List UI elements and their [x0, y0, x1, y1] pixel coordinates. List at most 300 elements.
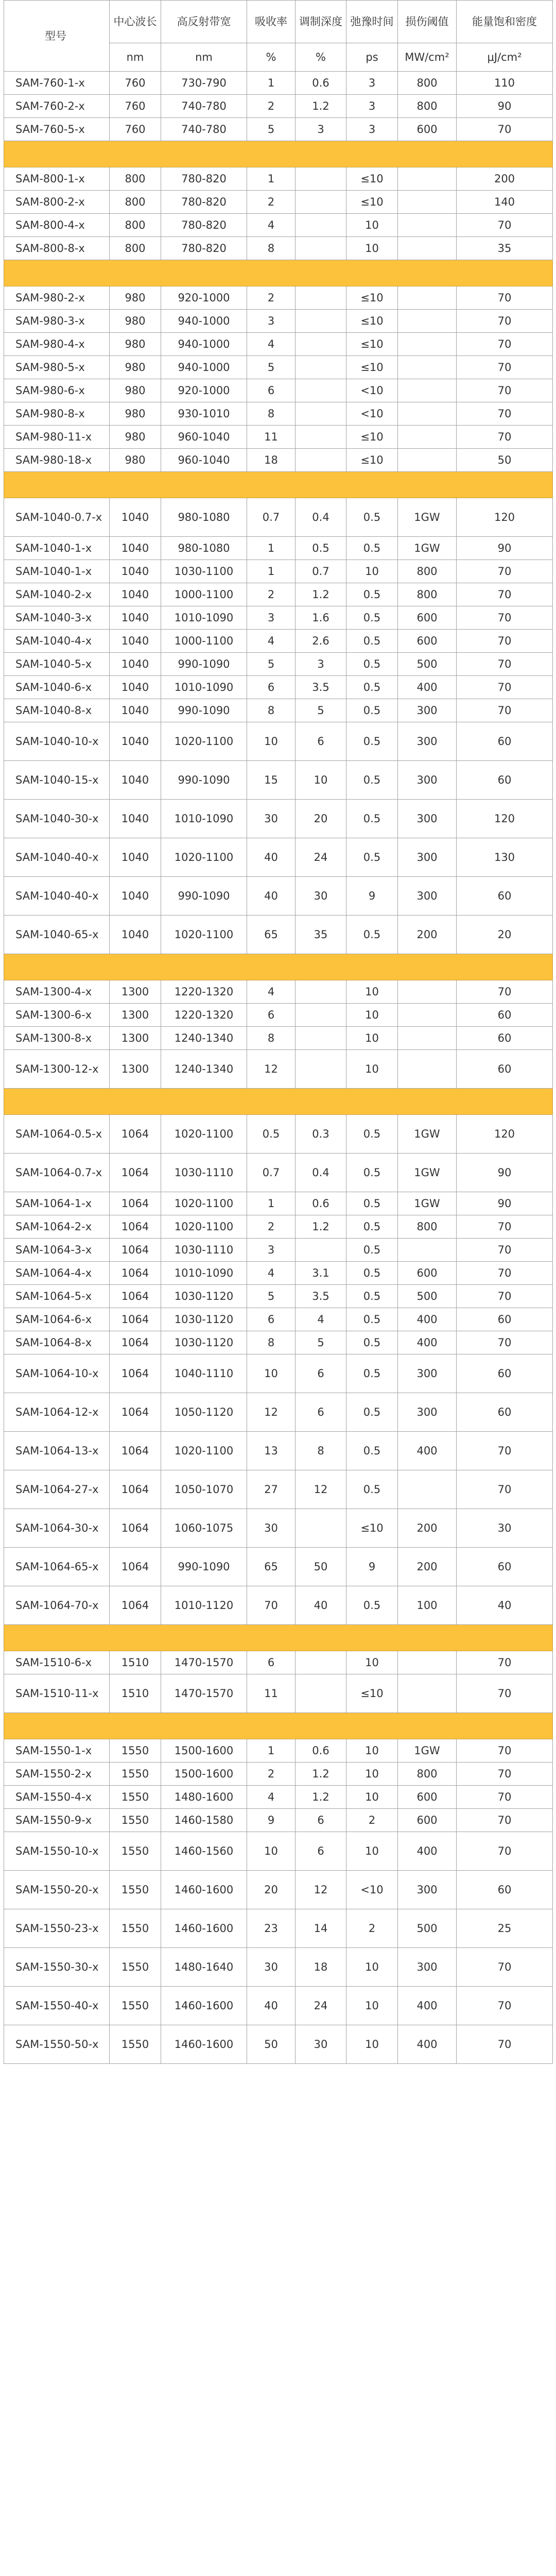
cell-reflection-bandwidth: 990-1090 — [161, 1548, 247, 1586]
table-row — [4, 1674, 553, 1713]
cell-reflection-bandwidth: 1470-1570 — [161, 1674, 247, 1713]
cell-saturation-fluence: 90 — [457, 1192, 553, 1215]
group-separator — [4, 141, 553, 167]
table-row — [4, 1948, 553, 1987]
cell-center-wavelength: 1550 — [110, 1987, 161, 2025]
cell-damage-threshold: 300 — [398, 761, 457, 800]
cell-damage-threshold: 100 — [398, 1586, 457, 1625]
table-row — [4, 653, 553, 676]
cell-absorption: 30 — [247, 800, 296, 838]
cell-saturation-fluence: 70 — [457, 1674, 553, 1713]
cell-damage-threshold: 800 — [398, 560, 457, 583]
cell-saturation-fluence: 70 — [457, 2025, 553, 2064]
cell-saturation-fluence: 120 — [457, 800, 553, 838]
cell-model: SAM-980-11-x — [4, 426, 110, 449]
cell-modulation-depth — [296, 310, 346, 333]
cell-reflection-bandwidth: 1010-1090 — [161, 676, 247, 699]
table-row — [4, 1285, 553, 1308]
group-separator — [4, 1713, 553, 1739]
cell-modulation-depth: 20 — [296, 800, 346, 838]
unit-damage-threshold: MW/cm² — [398, 43, 457, 72]
cell-absorption: 10 — [247, 1832, 296, 1871]
cell-center-wavelength: 980 — [110, 286, 161, 310]
cell-saturation-fluence: 90 — [457, 1154, 553, 1192]
cell-relaxation-time: 2 — [346, 1909, 398, 1948]
cell-center-wavelength: 1300 — [110, 980, 161, 1004]
cell-saturation-fluence: 70 — [457, 699, 553, 722]
cell-center-wavelength: 1064 — [110, 1586, 161, 1625]
cell-saturation-fluence: 70 — [457, 1432, 553, 1470]
header-damage-threshold: 损伤阈值 — [398, 1, 457, 43]
cell-modulation-depth: 3.1 — [296, 1262, 346, 1285]
cell-model: SAM-1300-6-x — [4, 1004, 110, 1027]
cell-relaxation-time: 0.5 — [346, 1115, 398, 1154]
cell-relaxation-time: 10 — [346, 980, 398, 1004]
cell-modulation-depth: 14 — [296, 1909, 346, 1948]
cell-saturation-fluence: 35 — [457, 237, 553, 260]
cell-saturation-fluence: 70 — [457, 1285, 553, 1308]
cell-relaxation-time: ≤10 — [346, 310, 398, 333]
cell-center-wavelength: 1550 — [110, 1871, 161, 1909]
cell-reflection-bandwidth: 1040-1110 — [161, 1354, 247, 1393]
cell-damage-threshold: 600 — [398, 118, 457, 141]
cell-model: SAM-1300-4-x — [4, 980, 110, 1004]
cell-absorption: 1 — [247, 72, 296, 95]
cell-reflection-bandwidth: 980-1080 — [161, 498, 247, 537]
cell-model: SAM-1064-12-x — [4, 1393, 110, 1432]
cell-absorption: 23 — [247, 1909, 296, 1948]
cell-center-wavelength: 1550 — [110, 1909, 161, 1948]
cell-center-wavelength: 980 — [110, 356, 161, 379]
cell-model: SAM-1550-30-x — [4, 1948, 110, 1987]
cell-absorption: 6 — [247, 379, 296, 402]
cell-reflection-bandwidth: 940-1000 — [161, 356, 247, 379]
cell-damage-threshold: 300 — [398, 699, 457, 722]
cell-modulation-depth: 0.5 — [296, 537, 346, 560]
cell-center-wavelength: 1040 — [110, 877, 161, 916]
table-row — [4, 95, 553, 118]
cell-saturation-fluence: 70 — [457, 1470, 553, 1509]
cell-center-wavelength: 1064 — [110, 1470, 161, 1509]
cell-reflection-bandwidth: 1030-1120 — [161, 1308, 247, 1331]
cell-reflection-bandwidth: 1500-1600 — [161, 1739, 247, 1762]
cell-relaxation-time: 10 — [346, 1004, 398, 1027]
cell-reflection-bandwidth: 990-1090 — [161, 699, 247, 722]
cell-saturation-fluence: 70 — [457, 1331, 553, 1354]
table-row — [4, 1786, 553, 1809]
cell-center-wavelength: 800 — [110, 167, 161, 191]
cell-absorption: 4 — [247, 630, 296, 653]
cell-reflection-bandwidth: 780-820 — [161, 237, 247, 260]
cell-center-wavelength: 1040 — [110, 560, 161, 583]
spec-table — [4, 0, 553, 2064]
table-row — [4, 1027, 553, 1050]
cell-reflection-bandwidth: 1470-1570 — [161, 1651, 247, 1674]
cell-damage-threshold: 500 — [398, 1285, 457, 1308]
cell-damage-threshold: 300 — [398, 722, 457, 761]
cell-saturation-fluence: 70 — [457, 356, 553, 379]
cell-absorption: 40 — [247, 877, 296, 916]
cell-reflection-bandwidth: 1240-1340 — [161, 1050, 247, 1089]
cell-reflection-bandwidth: 1460-1560 — [161, 1832, 247, 1871]
cell-model: SAM-980-4-x — [4, 333, 110, 356]
cell-reflection-bandwidth: 940-1000 — [161, 333, 247, 356]
table-row — [4, 214, 553, 237]
cell-model: SAM-1510-6-x — [4, 1651, 110, 1674]
cell-reflection-bandwidth: 1030-1110 — [161, 1154, 247, 1192]
cell-modulation-depth: 30 — [296, 2025, 346, 2064]
cell-relaxation-time: 0.5 — [346, 1354, 398, 1393]
cell-damage-threshold — [398, 1239, 457, 1262]
cell-damage-threshold — [398, 426, 457, 449]
cell-relaxation-time: ≤10 — [346, 426, 398, 449]
cell-reflection-bandwidth: 780-820 — [161, 214, 247, 237]
cell-relaxation-time: 0.5 — [346, 606, 398, 630]
cell-modulation-depth: 18 — [296, 1948, 346, 1987]
table-row — [4, 1192, 553, 1215]
cell-reflection-bandwidth: 730-790 — [161, 72, 247, 95]
cell-reflection-bandwidth: 1020-1100 — [161, 1432, 247, 1470]
cell-reflection-bandwidth: 1020-1100 — [161, 1192, 247, 1215]
cell-modulation-depth — [296, 167, 346, 191]
cell-absorption: 4 — [247, 214, 296, 237]
cell-damage-threshold: 600 — [398, 1262, 457, 1285]
cell-model: SAM-1040-0.7-x — [4, 498, 110, 537]
cell-damage-threshold: 800 — [398, 72, 457, 95]
cell-saturation-fluence: 20 — [457, 916, 553, 954]
table-row — [4, 402, 553, 426]
cell-saturation-fluence: 60 — [457, 722, 553, 761]
cell-saturation-fluence: 130 — [457, 838, 553, 877]
cell-modulation-depth: 5 — [296, 699, 346, 722]
cell-saturation-fluence: 70 — [457, 1987, 553, 2025]
cell-absorption: 2 — [247, 1215, 296, 1239]
header-center-wavelength: 中心波长 — [110, 1, 161, 43]
cell-relaxation-time: 0.5 — [346, 916, 398, 954]
cell-model: SAM-1300-8-x — [4, 1027, 110, 1050]
cell-damage-threshold — [398, 1004, 457, 1027]
cell-damage-threshold: 300 — [398, 1948, 457, 1987]
cell-center-wavelength: 1064 — [110, 1393, 161, 1432]
cell-center-wavelength: 1064 — [110, 1239, 161, 1262]
cell-relaxation-time: 10 — [346, 560, 398, 583]
cell-modulation-depth: 3 — [296, 653, 346, 676]
cell-modulation-depth — [296, 1509, 346, 1548]
cell-absorption: 2 — [247, 191, 296, 214]
cell-reflection-bandwidth: 980-1080 — [161, 537, 247, 560]
cell-absorption: 8 — [247, 1331, 296, 1354]
cell-relaxation-time: <10 — [346, 379, 398, 402]
cell-center-wavelength: 980 — [110, 310, 161, 333]
cell-relaxation-time: 0.5 — [346, 583, 398, 606]
unit-modulation-depth: % — [296, 43, 346, 72]
cell-reflection-bandwidth: 1220-1320 — [161, 1004, 247, 1027]
cell-absorption: 4 — [247, 1262, 296, 1285]
cell-center-wavelength: 1040 — [110, 838, 161, 877]
cell-damage-threshold: 500 — [398, 653, 457, 676]
cell-saturation-fluence: 70 — [457, 426, 553, 449]
cell-absorption: 5 — [247, 1285, 296, 1308]
cell-damage-threshold: 500 — [398, 1909, 457, 1948]
cell-damage-threshold — [398, 1027, 457, 1050]
cell-center-wavelength: 1064 — [110, 1548, 161, 1586]
cell-absorption: 4 — [247, 333, 296, 356]
table-row — [4, 1548, 553, 1586]
cell-saturation-fluence: 70 — [457, 1786, 553, 1809]
cell-modulation-depth — [296, 1050, 346, 1089]
cell-relaxation-time: <10 — [346, 402, 398, 426]
cell-center-wavelength: 1550 — [110, 1832, 161, 1871]
cell-model: SAM-1550-2-x — [4, 1762, 110, 1786]
cell-center-wavelength: 1064 — [110, 1262, 161, 1285]
cell-modulation-depth — [296, 333, 346, 356]
cell-relaxation-time: 10 — [346, 1762, 398, 1786]
cell-absorption: 6 — [247, 1651, 296, 1674]
cell-modulation-depth — [296, 980, 346, 1004]
cell-modulation-depth — [296, 449, 346, 472]
cell-saturation-fluence: 70 — [457, 286, 553, 310]
cell-relaxation-time: ≤10 — [346, 1674, 398, 1713]
cell-model: SAM-1040-1-x — [4, 537, 110, 560]
cell-relaxation-time: 10 — [346, 1027, 398, 1050]
cell-relaxation-time: 0.5 — [346, 630, 398, 653]
cell-relaxation-time: 0.5 — [346, 1215, 398, 1239]
cell-model: SAM-1064-27-x — [4, 1470, 110, 1509]
cell-relaxation-time: 0.5 — [346, 761, 398, 800]
cell-center-wavelength: 1064 — [110, 1331, 161, 1354]
cell-absorption: 6 — [247, 1308, 296, 1331]
table-row — [4, 1739, 553, 1762]
table-row — [4, 838, 553, 877]
cell-damage-threshold: 600 — [398, 1786, 457, 1809]
cell-relaxation-time: 3 — [346, 95, 398, 118]
cell-model: SAM-1064-4-x — [4, 1262, 110, 1285]
cell-relaxation-time: ≤10 — [346, 167, 398, 191]
cell-model: SAM-980-5-x — [4, 356, 110, 379]
cell-model: SAM-1550-4-x — [4, 1786, 110, 1809]
cell-reflection-bandwidth: 1030-1100 — [161, 560, 247, 583]
table-row — [4, 699, 553, 722]
cell-model: SAM-1040-65-x — [4, 916, 110, 954]
cell-relaxation-time: 0.5 — [346, 498, 398, 537]
table-row — [4, 1004, 553, 1027]
cell-center-wavelength: 760 — [110, 95, 161, 118]
cell-reflection-bandwidth: 1030-1110 — [161, 1239, 247, 1262]
cell-model: SAM-1040-2-x — [4, 583, 110, 606]
cell-damage-threshold — [398, 402, 457, 426]
group-separator — [4, 1625, 553, 1651]
cell-model: SAM-1064-30-x — [4, 1509, 110, 1548]
cell-damage-threshold — [398, 286, 457, 310]
cell-reflection-bandwidth: 1460-1600 — [161, 1871, 247, 1909]
cell-modulation-depth: 35 — [296, 916, 346, 954]
cell-modulation-depth: 6 — [296, 722, 346, 761]
table-row — [4, 1354, 553, 1393]
cell-absorption: 8 — [247, 1027, 296, 1050]
cell-reflection-bandwidth: 1050-1070 — [161, 1470, 247, 1509]
cell-modulation-depth: 2.6 — [296, 630, 346, 653]
cell-saturation-fluence: 70 — [457, 653, 553, 676]
cell-damage-threshold — [398, 980, 457, 1004]
table-row — [4, 560, 553, 583]
cell-modulation-depth: 6 — [296, 1832, 346, 1871]
cell-modulation-depth — [296, 191, 346, 214]
unit-relaxation-time: ps — [346, 43, 398, 72]
cell-modulation-depth — [296, 1651, 346, 1674]
cell-center-wavelength: 1550 — [110, 1739, 161, 1762]
cell-absorption: 1 — [247, 167, 296, 191]
cell-modulation-depth: 0.6 — [296, 1739, 346, 1762]
cell-absorption: 6 — [247, 1004, 296, 1027]
cell-reflection-bandwidth: 1000-1100 — [161, 583, 247, 606]
table-row — [4, 1215, 553, 1239]
cell-model: SAM-1550-20-x — [4, 1871, 110, 1909]
cell-modulation-depth: 8 — [296, 1432, 346, 1470]
cell-center-wavelength: 1550 — [110, 1786, 161, 1809]
cell-damage-threshold: 200 — [398, 1548, 457, 1586]
cell-center-wavelength: 800 — [110, 214, 161, 237]
cell-reflection-bandwidth: 940-1000 — [161, 310, 247, 333]
cell-model: SAM-980-18-x — [4, 449, 110, 472]
cell-center-wavelength: 1550 — [110, 1809, 161, 1832]
cell-modulation-depth — [296, 286, 346, 310]
cell-absorption: 1 — [247, 560, 296, 583]
cell-absorption: 5 — [247, 356, 296, 379]
cell-damage-threshold: 1GW — [398, 1192, 457, 1215]
cell-reflection-bandwidth: 1480-1640 — [161, 1948, 247, 1987]
cell-center-wavelength: 980 — [110, 426, 161, 449]
cell-absorption: 3 — [247, 606, 296, 630]
cell-modulation-depth — [296, 402, 346, 426]
table-row — [4, 167, 553, 191]
table-row — [4, 2025, 553, 2064]
table-row — [4, 1762, 553, 1786]
cell-damage-threshold: 400 — [398, 1432, 457, 1470]
cell-reflection-bandwidth: 1010-1090 — [161, 800, 247, 838]
cell-damage-threshold — [398, 237, 457, 260]
table-row — [4, 449, 553, 472]
cell-modulation-depth: 24 — [296, 1987, 346, 2025]
cell-center-wavelength: 980 — [110, 449, 161, 472]
table-row — [4, 980, 553, 1004]
cell-center-wavelength: 1064 — [110, 1154, 161, 1192]
cell-damage-threshold: 200 — [398, 916, 457, 954]
cell-modulation-depth: 24 — [296, 838, 346, 877]
cell-relaxation-time: <10 — [346, 1871, 398, 1909]
cell-model: SAM-1510-11-x — [4, 1674, 110, 1713]
table-row — [4, 286, 553, 310]
cell-model: SAM-760-2-x — [4, 95, 110, 118]
cell-center-wavelength: 1040 — [110, 722, 161, 761]
cell-saturation-fluence: 110 — [457, 72, 553, 95]
cell-relaxation-time: 10 — [346, 1050, 398, 1089]
cell-reflection-bandwidth: 960-1040 — [161, 426, 247, 449]
cell-absorption: 2 — [247, 583, 296, 606]
cell-saturation-fluence: 60 — [457, 1871, 553, 1909]
separator-band — [4, 141, 553, 167]
cell-relaxation-time: 0.5 — [346, 653, 398, 676]
header-model: 型号 — [4, 1, 110, 72]
cell-damage-threshold: 800 — [398, 583, 457, 606]
cell-absorption: 10 — [247, 1354, 296, 1393]
cell-center-wavelength: 1064 — [110, 1285, 161, 1308]
cell-absorption: 30 — [247, 1509, 296, 1548]
cell-relaxation-time: 10 — [346, 2025, 398, 2064]
cell-center-wavelength: 1040 — [110, 498, 161, 537]
cell-reflection-bandwidth: 780-820 — [161, 167, 247, 191]
cell-relaxation-time: 10 — [346, 1987, 398, 2025]
table-row — [4, 1832, 553, 1871]
table-row — [4, 1393, 553, 1432]
cell-absorption: 1 — [247, 1192, 296, 1215]
table-row — [4, 118, 553, 141]
cell-modulation-depth: 0.4 — [296, 498, 346, 537]
cell-saturation-fluence: 40 — [457, 1586, 553, 1625]
cell-model: SAM-980-8-x — [4, 402, 110, 426]
cell-damage-threshold: 300 — [398, 1393, 457, 1432]
cell-reflection-bandwidth: 1220-1320 — [161, 980, 247, 1004]
cell-modulation-depth: 12 — [296, 1470, 346, 1509]
table-row — [4, 1470, 553, 1509]
cell-model: SAM-1064-13-x — [4, 1432, 110, 1470]
cell-relaxation-time: 0.5 — [346, 722, 398, 761]
header-reflection-bandwidth: 高反射带宽 — [161, 1, 247, 43]
cell-center-wavelength: 1040 — [110, 800, 161, 838]
cell-damage-threshold: 600 — [398, 1809, 457, 1832]
cell-center-wavelength: 1040 — [110, 916, 161, 954]
cell-center-wavelength: 800 — [110, 191, 161, 214]
cell-reflection-bandwidth: 1460-1600 — [161, 1987, 247, 2025]
cell-modulation-depth — [296, 1239, 346, 1262]
cell-relaxation-time: 10 — [346, 214, 398, 237]
cell-saturation-fluence: 70 — [457, 560, 553, 583]
cell-modulation-depth: 3 — [296, 118, 346, 141]
cell-model: SAM-1040-1-x — [4, 560, 110, 583]
cell-center-wavelength: 1040 — [110, 537, 161, 560]
cell-modulation-depth: 0.6 — [296, 72, 346, 95]
cell-relaxation-time: 0.5 — [346, 676, 398, 699]
cell-damage-threshold: 400 — [398, 1832, 457, 1871]
cell-center-wavelength: 1064 — [110, 1509, 161, 1548]
cell-saturation-fluence: 60 — [457, 1027, 553, 1050]
table-row — [4, 191, 553, 214]
separator-band — [4, 1625, 553, 1651]
cell-model: SAM-1040-5-x — [4, 653, 110, 676]
table-row — [4, 761, 553, 800]
cell-damage-threshold: 400 — [398, 676, 457, 699]
separator-band — [4, 472, 553, 498]
cell-saturation-fluence: 70 — [457, 1739, 553, 1762]
cell-center-wavelength: 1040 — [110, 583, 161, 606]
cell-model: SAM-1064-2-x — [4, 1215, 110, 1239]
cell-relaxation-time: 0.5 — [346, 1432, 398, 1470]
cell-reflection-bandwidth: 1010-1120 — [161, 1586, 247, 1625]
cell-absorption: 11 — [247, 426, 296, 449]
table-row — [4, 1871, 553, 1909]
cell-absorption: 1 — [247, 537, 296, 560]
cell-damage-threshold: 1GW — [398, 498, 457, 537]
cell-reflection-bandwidth: 920-1000 — [161, 379, 247, 402]
cell-model: SAM-1040-6-x — [4, 676, 110, 699]
cell-model: SAM-1040-40-x — [4, 877, 110, 916]
cell-center-wavelength: 1550 — [110, 1762, 161, 1786]
separator-band — [4, 1713, 553, 1739]
cell-relaxation-time: 10 — [346, 1832, 398, 1871]
cell-relaxation-time: 0.5 — [346, 1470, 398, 1509]
table-row — [4, 676, 553, 699]
cell-saturation-fluence: 120 — [457, 1115, 553, 1154]
cell-relaxation-time: 2 — [346, 1809, 398, 1832]
